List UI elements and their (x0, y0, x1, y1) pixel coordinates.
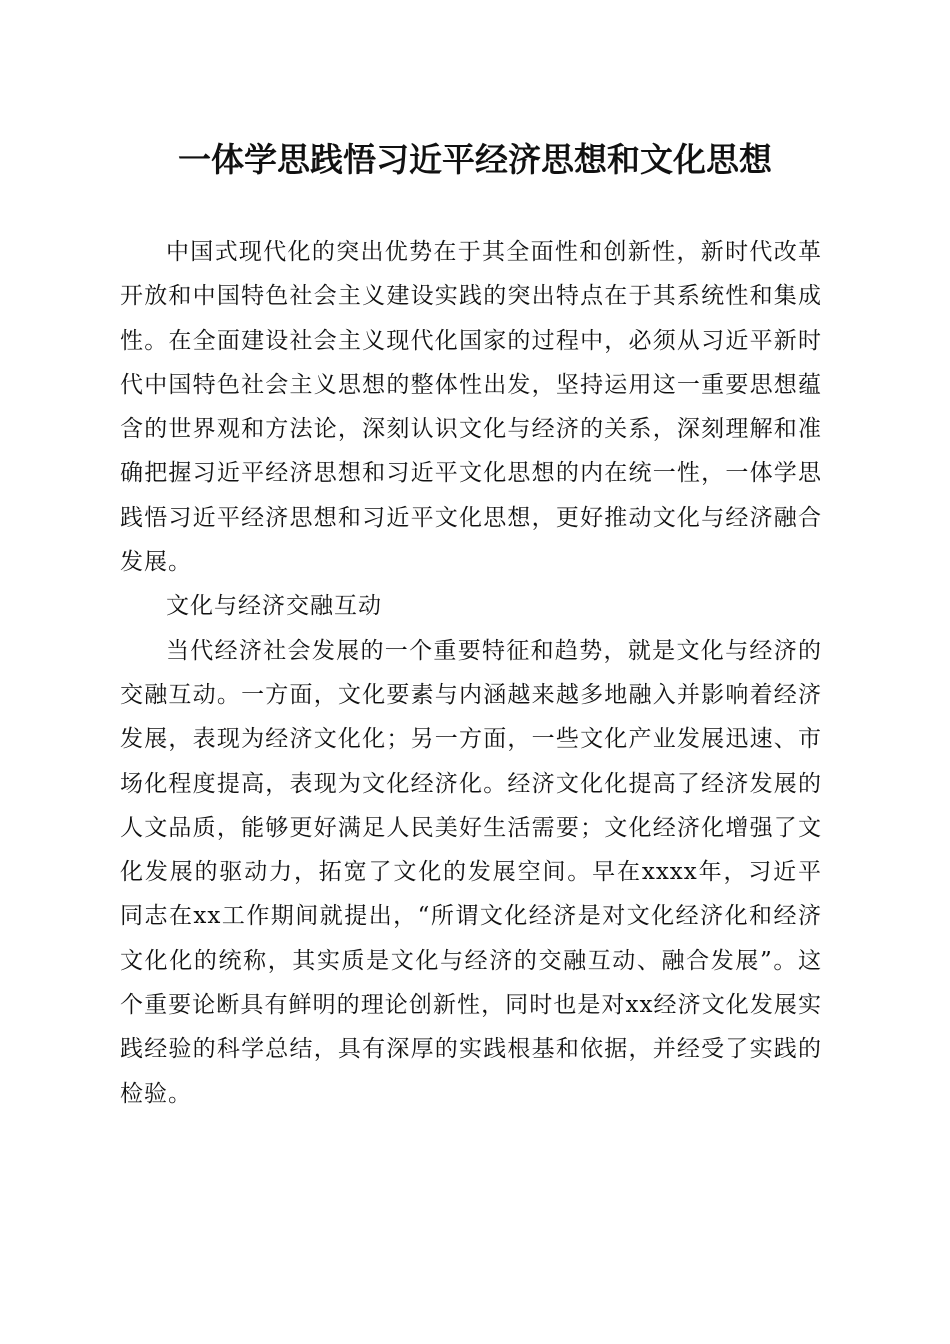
paragraph-culture-economy: 当代经济社会发展的一个重要特征和趋势，就是文化与经济的交融互动。一方面，文化要素与内涵越来越多地融入并影响着经济发展，表现为经济文化化；另一方面，一些文化产业发展迅速、市场化程度提高，表现为文化经济化。经济文化化提高了经济发展的人文品质，能够更好满足人民美好生活需要；文化经济化增强了文化发展的驱动力，拓宽了文化的发展空间。早在xxxx年，习近平同志在xx工作期间就提出，“所谓文化经济是对文化经济化和经济文化化的统称，其实质是文化与经济的交融互动、融合发展”。这个重要论断具有鲜明的理论创新性，同时也是对xx经济文化发展实践经验的科学总结，具有深厚的实践根基和依据，并经受了实践的检验。 (120, 637, 822, 1107)
section-heading: 文化与经济交融互动 (166, 593, 382, 620)
document-title: 一体学思践悟习近平经济思想和文化思想 (178, 140, 772, 179)
paragraph-intro: 中国式现代化的突出优势在于其全面性和创新性，新时代改革开放和中国特色社会主义建设实践的突出特点在于其系统性和集成性。在全面建设社会主义现代化国家的过程中，必须从习近平新时代中国特色社会主义思想的整体性出发，坚持运用这一重要思想蕴含的世界观和方法论，深刻认识文化与经济的关系，深刻理解和准确把握习近平经济思想和习近平文化思想的内在统一性，一体学思践悟习近平经济思想和习近平文化思想，更好推动文化与经济融合发展。 (120, 239, 822, 576)
document-body (120, 230, 822, 1116)
